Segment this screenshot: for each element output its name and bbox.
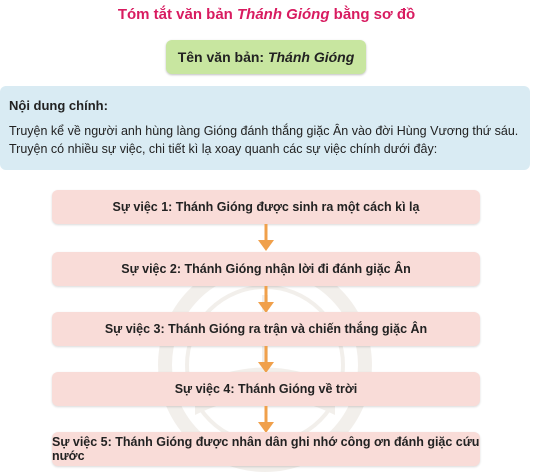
event-label-3: Sự việc 3: Thánh Gióng ra trận và chiến thắng giặc Ân (104, 322, 428, 336)
event-label-4: Sự việc 4: Thánh Gióng về trời (174, 382, 358, 396)
event-label-1: Sự việc 1: Thánh Gióng được sinh ra một cách kì lạ (112, 200, 420, 214)
event-box-4 (52, 372, 480, 406)
main-content-heading: Nội dung chính: (9, 98, 108, 113)
title-prefix: Tóm tắt văn bản (117, 6, 238, 23)
event-label-5: Sự việc 5: Thánh Gióng được nhân dân ghi nhớ công ơn đánh giặc cứu nước (52, 435, 480, 463)
text-name-value: Thánh Gióng (267, 49, 355, 65)
title-italic: Thánh Gióng (237, 6, 330, 23)
event-box-1 (52, 190, 480, 224)
main-content-box (0, 86, 530, 170)
down-arrow-icon (257, 346, 275, 374)
main-content-text (9, 122, 524, 158)
down-arrow-icon (257, 406, 275, 434)
text-name-box (166, 40, 366, 74)
down-arrow-icon (257, 224, 275, 252)
event-box-5 (52, 432, 480, 466)
text-name-label: Tên văn bản: (177, 49, 268, 65)
main-content-line-1: Truyện kể về người anh hùng làng Gióng đánh thắng giặc Ân vào đời Hùng Vương thứ sáu. (9, 124, 519, 138)
event-box-3 (52, 312, 480, 346)
down-arrow-icon (257, 286, 275, 314)
main-content-line-2: Truyện có nhiều sự việc, chi tiết kì lạ xoay quanh các sự việc chính dưới đây: (9, 142, 438, 156)
event-box-2 (52, 252, 480, 286)
title-suffix: bằng sơ đồ (329, 6, 416, 23)
event-label-2: Sự việc 2: Thánh Gióng nhận lời đi đánh giặc Ân (121, 262, 411, 276)
page-title (0, 6, 533, 23)
